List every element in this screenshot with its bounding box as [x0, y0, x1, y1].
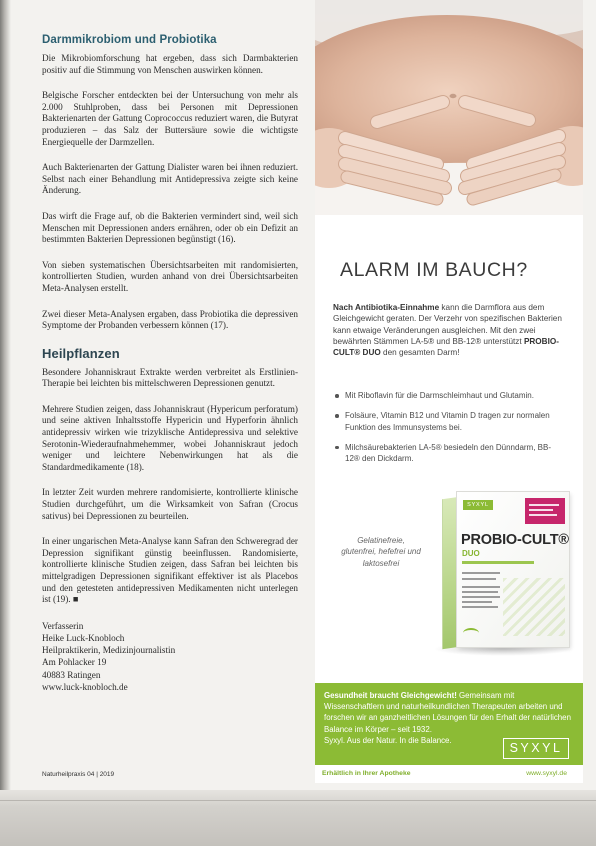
product-claim: Gelatinefreie, glutenfrei, hefefrei und laktosefrei: [341, 536, 421, 568]
article-column: [42, 33, 298, 693]
product-brand-tab: SYXYL: [463, 500, 493, 510]
paragraph: Das wirft die Frage auf, ob die Bakterien vermindert sind, weil sich Menschen mit Depressionen anders ernähren, oder ob ein Defizit an bestimmten Bakterien Depressionen begünstigt (16).: [42, 210, 298, 245]
product-badge: [525, 498, 565, 524]
ad-intro-lead: Nach Antibiotika-Einnahme: [333, 303, 440, 312]
belly-heart-hands-photo: [315, 0, 583, 215]
paragraph: In letzter Zeit wurden mehrere randomisierte, kontrollierte klinische Studien durchgeführt, um die Wirksamkeit von Safran (Crocus sativus) bei Depressionen zu beurteilen.: [42, 487, 298, 521]
product-subtitle-bar: [462, 561, 534, 564]
paragraph: Belgische Forscher entdeckten bei der Untersuchung von mehr als 2.000 Stuhlproben, dass bei Personen mit Depressionen Bakterienarten der Gattung Coprococcus reduziert waren, die Butyrat produzieren – das Salz der Buttersäure sowie die wichtigste Energiequelle der Darmzellen.: [42, 90, 298, 147]
product-text-line: [462, 601, 492, 603]
paragraph: Mehrere Studien zeigen, dass Johanniskraut (Hypericum perforatum) und seine aktiven Inhaltsstoffe Hypericin und Hyperforin ähnlich antidepressiv wirken wie trizyklische Antidepressiva und selektive Serotonin-Wiederaufnahmehemmer, wobei Johanniskraut jedoch weniger und leichtere Nebenwirkungen hat als die Standardmedikamente (18).: [42, 403, 298, 472]
bullet-text: Folsäure, Vitamin B12 und Vitamin D tragen zur normalen Funktion des Immunsystems bei.: [345, 411, 550, 432]
advertisement: [315, 0, 583, 783]
paragraph: In einer ungarischen Meta-Analyse kann Safran den Schweregrad der Depression signifikant günstig beeinflussen. Randomisierte, kontrollierte klinische Studien zeigen, dass Safran bei leichten bis mittelgradigen Depressionen signifikant effektiver ist als Placebos und den getesteten antidepressiven Medikamenten nicht unterlegen ist (19). ■: [42, 536, 298, 605]
bullet-dot-icon: [335, 394, 339, 398]
availability-note: Erhältlich in Ihrer Apotheke: [322, 770, 411, 777]
bullet-text: Mit Riboflavin für die Darmschleimhaut und Glutamin.: [345, 391, 534, 400]
scan-bottom-edge: [0, 790, 596, 846]
product-logo-icon: [463, 628, 479, 638]
ad-benefit-list: [334, 390, 559, 473]
brand-website-link[interactable]: www.syxyl.de: [526, 770, 567, 777]
ad-brand-banner: [315, 683, 583, 765]
bullet-dot-icon: [335, 414, 339, 418]
product-text-line: [462, 606, 498, 608]
author-city: 40883 Ratingen: [42, 669, 101, 680]
badge-text-line: [529, 504, 559, 506]
bullet-text: Milchsäurebakterien LA-5® besiedeln den Dünndarm, BB-12® den Dickdarm.: [345, 442, 552, 464]
product-box: [457, 492, 569, 647]
ad-intro: [333, 302, 573, 358]
banner-text: Gemeinsam mit Wissenschaftlern und naturheilkundlichen Therapeuten arbeiten und forschen wir an ganzheitlichen Lösungen für den Erhalt der natürlichen Balance im Körper – seit 1932.: [324, 691, 571, 734]
list-item: [334, 442, 559, 465]
list-item: [334, 390, 559, 401]
issue-footer: Naturheilpraxis 04 | 2019: [42, 771, 115, 778]
product-variant: DUO: [462, 549, 480, 558]
product-text-line: [462, 578, 496, 580]
badge-text-line: [529, 509, 553, 511]
heading-microbiome: Darmmikrobiom und Probiotika: [42, 34, 217, 46]
ad-intro-end: den gesamten Darm!: [380, 348, 460, 358]
list-item: [334, 410, 559, 433]
banner-slogan: Syxyl. Aus der Natur. In die Balance.: [324, 735, 452, 745]
scan-bottom-line: [0, 800, 596, 801]
author-street: Am Pohlacker 19: [42, 657, 107, 668]
ad-bottom-bar: [315, 765, 583, 783]
badge-text-line: [529, 514, 557, 516]
ad-intro-brand: PROBIO-CULT® DUO: [333, 336, 559, 358]
product-text-line: [462, 596, 500, 598]
banner-lead: Gesundheit braucht Gleichgewicht!: [324, 691, 457, 700]
paragraph: Besondere Johanniskraut Extrakte werden verbreitet als Erstlinien-Therapie bei leichten bis mittelschweren Depressionen genutzt.: [42, 366, 298, 389]
product-text-line: [462, 586, 500, 588]
ad-intro-text: kann die Darmflora aus dem Gleichgewicht geraten. Der Verzehr von spezifischen Bakterien kann etwaige Veränderungen ausgleichen. Mit den zwei bewährten Stämmen LA-5® und BB-12® unterstützt: [333, 303, 562, 346]
author-website[interactable]: www.luck-knobloch.de: [42, 681, 128, 692]
author-block: [42, 620, 298, 693]
product-text-line: [462, 591, 498, 593]
author-profession: Heilpraktikerin, Medizinjournalistin: [42, 645, 176, 656]
paragraph: Die Mikrobiomforschung hat ergeben, dass sich Darmbakterien positiv auf die Stimmung von Menschen auswirken können.: [42, 53, 298, 75]
paragraph: Von sieben systematischen Übersichtsarbeiten mit randomisierten, kontrollierten Studien, wurden anhand von drei Übersichtsarbeiten Meta-Analysen erstellt.: [42, 259, 298, 293]
bullet-dot-icon: [335, 446, 339, 450]
paragraph: Zwei dieser Meta-Analysen ergaben, dass Probiotika die depressiven Symptome der Probanden verbessern können (17).: [42, 308, 298, 331]
product-text-line: [462, 572, 500, 574]
product-box-side: [442, 497, 458, 649]
ad-headline: ALARM IM BAUCH?: [340, 259, 528, 281]
syxyl-logo: SYXYL: [503, 738, 569, 759]
product-leaf-pattern: [503, 578, 565, 636]
product-name: PROBIO-CULT®: [461, 532, 569, 548]
scan-left-edge: [0, 0, 11, 792]
author-name: Heike Luck-Knobloch: [42, 632, 125, 643]
paragraph: Auch Bakterienarten der Gattung Dialister waren bei ihnen reduziert. Selbst nach einer Behandlung mit Antidepressiva zeigte sich keine Änderung.: [42, 162, 298, 196]
heading-herbs: Heilpflanzen: [42, 345, 120, 361]
author-label: Verfasserin: [42, 620, 84, 631]
